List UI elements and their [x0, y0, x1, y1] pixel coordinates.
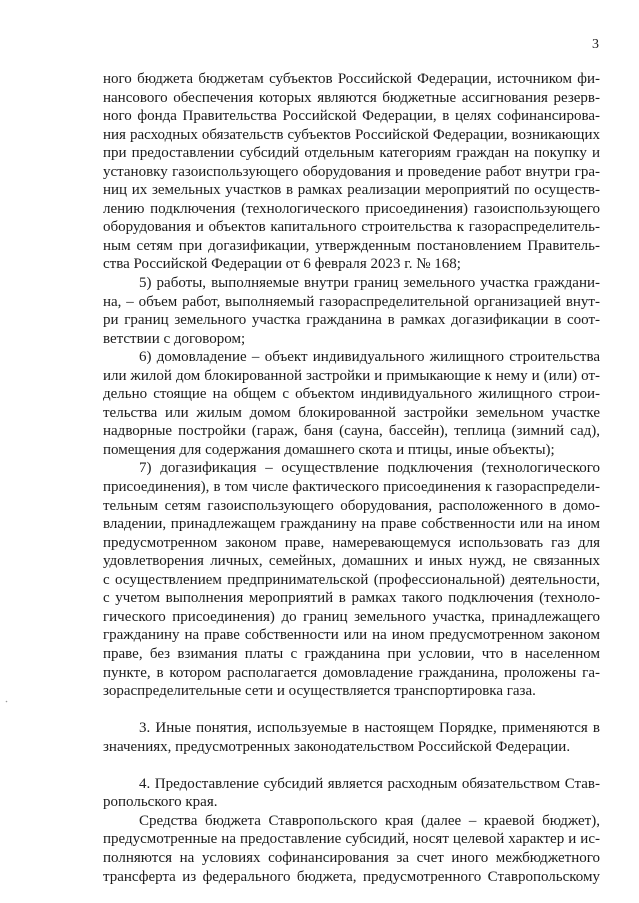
text-line: 4. Предоставление субсидий является расходным обязательством Став-	[139, 775, 600, 792]
document-body	[103, 70, 600, 886]
text-line: предусмотренные на предоставление субсидий, носят целевой характер и ис-	[103, 831, 600, 848]
text-line: помещения для содержания домашнего скота и птицы, иные объекты);	[103, 441, 555, 458]
paragraph-spacer	[103, 756, 600, 775]
paragraph-section-3	[103, 719, 600, 756]
text-line: 6) домовладение – объект индивидуального жилищного строительства	[139, 349, 600, 366]
text-line: Средства бюджета Ставропольского края (далее – краевой бюджет),	[139, 812, 600, 829]
paragraph-item-5	[103, 274, 600, 348]
text-line: при предоставлении субсидий отдельным категориям граждан на покупку и	[103, 145, 600, 162]
paragraph-item-7	[103, 459, 600, 700]
text-line: владении, принадлежащем гражданину на праве собственности или на ином	[103, 516, 600, 533]
paragraph-spacer	[103, 701, 600, 720]
text-line: ропольского края.	[103, 794, 218, 811]
text-line: надворные постройки (гараж, баня (сауна, бассейн), теплица (зимний сад),	[103, 423, 600, 440]
text-line: полняются на условиях софинансирования за счет иного межбюджетного	[103, 849, 600, 866]
scan-speck-dot	[6, 701, 8, 703]
text-line: ного бюджета бюджетам субъектов Российской Федерации, источником фи-	[103, 71, 600, 87]
text-line: присоединения), в том числе фактического присоединения к газораспредели-	[103, 479, 600, 496]
text-line: с осуществлением предпринимательской (профессиональной) деятельности,	[103, 571, 600, 588]
paragraph-section-4-funds	[103, 812, 600, 886]
text-line: ветствии с договором;	[103, 330, 246, 347]
text-line: тельства или жилым домом блокированной застройки земельном участке	[103, 404, 600, 421]
text-line: ниц их земельных участков в рамках реализации мероприятий по осуществ-	[103, 182, 600, 199]
text-line: праве, без взимания платы с гражданина при условии, что в населенном	[103, 645, 600, 662]
text-line: лению подключения (технологического присоединения) газоиспользующего	[103, 200, 600, 217]
text-line: удовлетворения личных, семейных, домашних и иных нужд, не связанных	[103, 553, 600, 570]
text-line: 5) работы, выполняемые внутри границ земельного участка граждани-	[139, 275, 600, 292]
page-number: 3	[592, 37, 599, 52]
text-line: на, – объем работ, выполняемый газораспределительной организацией внут-	[103, 293, 600, 310]
text-line: дельно стоящие на общем с объектом индивидуального жилищного строи-	[103, 386, 600, 403]
text-line: зораспределительные сети и осуществляется транспортировка газа.	[103, 683, 536, 700]
paragraph-continuation	[103, 70, 600, 274]
text-line: оборудования и объектов капитального строительства к газораспределитель-	[103, 219, 600, 236]
text-line: нансового обеспечения которых являются бюджетные ассигнования резерв-	[103, 89, 600, 106]
text-line: гического присоединения) до границ земельного участка, принадлежащего	[103, 608, 600, 625]
text-line: ства Российской Федерации от 6 февраля 2023 г. № 168;	[103, 256, 461, 273]
paragraph-item-6	[103, 348, 600, 459]
text-line: трансферта из федерального бюджета, предусмотренного Ставропольскому	[103, 868, 600, 885]
text-line: предусмотренном законом праве, намеревающемуся использовать газ для	[103, 534, 600, 551]
scan-speck	[5, 700, 8, 703]
text-line: 3. Иные понятия, используемые в настоящем Порядке, применяются в	[139, 720, 600, 737]
text-line: ного фонда Правительства Российской Федерации, в целях софинансирова-	[103, 108, 600, 125]
text-line: ным сетям при догазификации, утвержденным постановлением Правитель-	[103, 237, 600, 254]
text-line: 7) догазификация – осуществление подключения (технологического	[139, 460, 600, 477]
text-line: значениях, предусмотренных законодательством Российской Федерации.	[103, 738, 571, 755]
text-line: ния расходных обязательств субъектов Российской Федерации, возникающих	[103, 126, 600, 143]
text-line: гражданину на праве собственности или на ином предусмотренном законом	[103, 627, 600, 644]
text-line: тельным сетям газоиспользующего оборудования, расположенного в домо-	[103, 497, 600, 514]
text-line: с учетом выполнения мероприятий в рамках такого подключения (техноло-	[103, 590, 600, 607]
paragraph-section-4	[103, 775, 600, 812]
text-line: ри границ земельного участка гражданина в рамках догазификации в соот-	[103, 312, 600, 329]
text-line: или жилой дом блокированной застройки и примыкающие к нему и (или) от-	[103, 367, 600, 384]
text-line: установку газоиспользующего оборудования и проведение работ внутри гра-	[103, 163, 600, 180]
text-line: пункте, в котором располагается домовладение гражданина, проложены га-	[103, 664, 600, 681]
